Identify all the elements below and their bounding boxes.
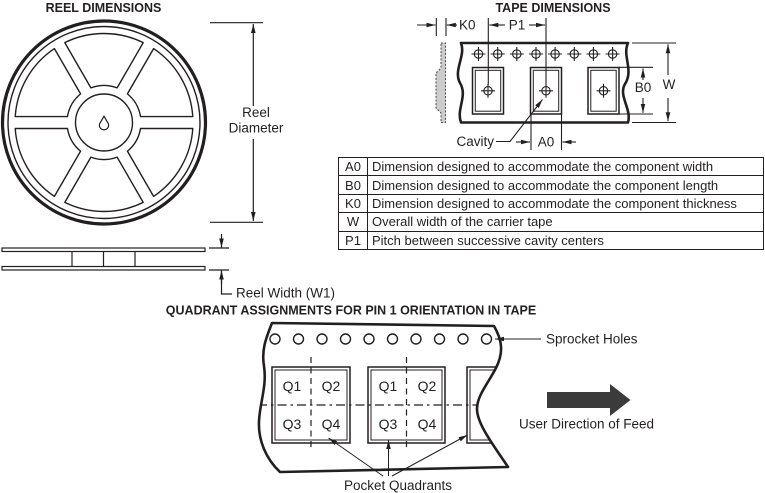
legend-symbol-cell: B0 [339,176,368,194]
pocket1-q1: Q1 [282,378,302,394]
table-row [339,158,764,176]
table-row [339,194,764,212]
carrier-tape-body [458,43,629,123]
reel-dimensions-title: REEL DIMENSIONS [45,1,162,15]
tape-dimensions-title: TAPE DIMENSIONS [495,1,611,15]
k0-label: K0 [459,17,476,33]
b0-label: B0 [634,80,652,95]
legend-desc-cell: Overall width of the carrier tape [368,213,764,231]
pocket2-q1: Q1 [378,378,398,394]
p1-label: P1 [508,17,526,33]
pocket-quadrants-label: Pocket Quadrants [343,478,453,493]
pocket2-q2: Q2 [417,378,437,394]
reel-width-dimension [209,234,232,294]
reel-diameter-label-line2: Diameter [228,120,284,136]
table-row [339,176,764,194]
reel-front-view [3,21,206,224]
user-direction-of-feed-label: User Direction of Feed [519,416,655,432]
legend-symbol-cell: A0 [339,158,368,176]
reel-side-view [2,248,205,270]
pocket2-q4: Q4 [417,416,437,432]
w-label: W [662,77,676,92]
quadrant-assignments-title: QUADRANT ASSIGNMENTS FOR PIN 1 ORIENTATION IN TAPE [165,303,537,318]
legend-desc-cell: Pitch between successive cavity centers [368,231,764,249]
reel-diameter-label-line1: Reel [242,105,270,120]
legend-symbol-cell: W [339,213,368,231]
quadrant-tape-body [259,323,508,472]
table-row [339,231,764,249]
reel-side-bottom-flange [2,267,205,271]
a0-label: A0 [537,134,555,150]
feed-direction-arrow [547,384,631,416]
legend-symbol-cell: P1 [339,231,368,249]
reel-outer-rim [3,21,206,224]
tape-legend-table [338,157,764,250]
pocket1-q4: Q4 [321,416,341,432]
pocket1-q2: Q2 [321,378,341,394]
k0-dimension [417,18,457,36]
cavity-label: Cavity [456,134,494,149]
reel-width-label: Reel Width (W1) [236,285,336,301]
table-row [339,213,764,231]
legend-symbol-cell: K0 [339,194,368,212]
pocket2-q3: Q3 [378,416,398,432]
legend-desc-cell: Dimension designed to accommodate the component thickness [368,194,764,212]
sprocket-holes-label: Sprocket Holes [546,331,638,347]
legend-desc-cell: Dimension designed to accommodate the component length [368,176,764,194]
reel-side-top-flange [2,248,205,252]
pocket1-q3: Q3 [282,416,302,432]
carrier-tape-profile [436,43,446,123]
legend-desc-cell: Dimension designed to accommodate the component width [368,158,764,176]
